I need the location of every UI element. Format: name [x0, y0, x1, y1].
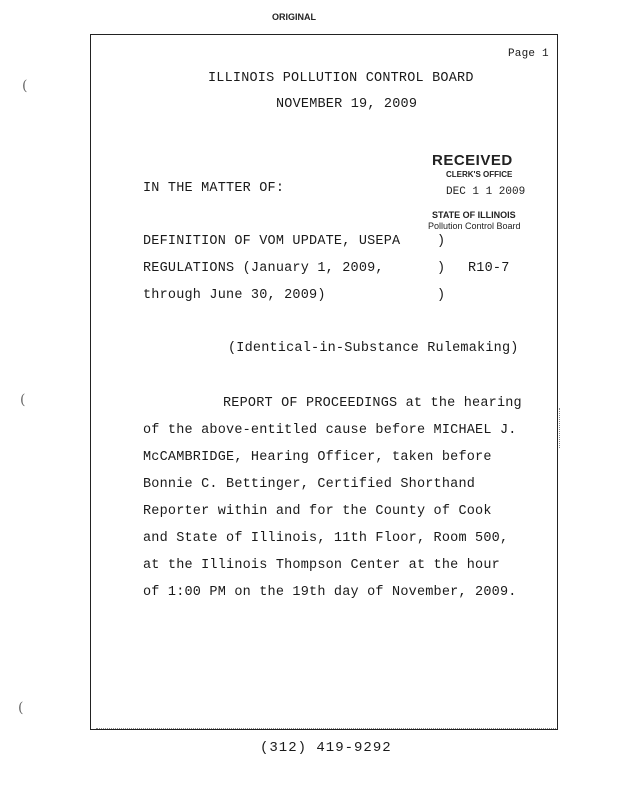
docket-number: R10-7 [468, 261, 510, 276]
body-line: at the Illinois Thompson Center at the hour [143, 558, 500, 573]
hearing-date: NOVEMBER 19, 2009 [276, 97, 418, 112]
board-title: ILLINOIS POLLUTION CONTROL BOARD [208, 71, 474, 86]
received-stamp-title: RECEIVED [432, 152, 513, 169]
original-stamp: ORIGINAL [272, 12, 316, 22]
caption-line: REGULATIONS (January 1, 2009, [143, 261, 384, 276]
body-line: of the above-entitled cause before MICHAEL J. [143, 423, 517, 438]
caption-paren: ) [437, 234, 446, 249]
in-the-matter-heading: IN THE MATTER OF: [143, 181, 285, 196]
received-stamp-board: Pollution Control Board [428, 221, 521, 231]
rulemaking-type: (Identical-in-Substance Rulemaking) [228, 341, 519, 356]
reporter-phone: (312) 419-9292 [260, 740, 392, 756]
body-line: Bonnie C. Bettinger, Certified Shorthand [143, 477, 476, 492]
punch-hole-mark: ( [22, 78, 28, 94]
caption-paren: ) [437, 288, 446, 303]
punch-hole-mark: ( [20, 392, 26, 408]
received-stamp-date: DEC 1 1 2009 [446, 186, 526, 198]
page-number: Page 1 [508, 48, 549, 60]
body-line: Reporter within and for the County of Cook [143, 504, 492, 519]
caption-paren: ) [437, 261, 446, 276]
caption-line: through June 30, 2009) [143, 288, 326, 303]
body-line: REPORT OF PROCEEDINGS at the hearing [223, 396, 522, 411]
received-stamp-state: STATE OF ILLINOIS [432, 210, 516, 220]
body-line: and State of Illinois, 11th Floor, Room 500, [143, 531, 509, 546]
page-frame [90, 34, 558, 730]
right-edge-dots [559, 408, 560, 448]
received-stamp [420, 152, 548, 238]
caption-line: DEFINITION OF VOM UPDATE, USEPA [143, 234, 401, 249]
bottom-edge-dots [96, 728, 556, 729]
punch-hole-mark: ( [18, 700, 24, 716]
body-line: of 1:00 PM on the 19th day of November, 2009. [143, 585, 517, 600]
received-stamp-office: CLERK'S OFFICE [446, 170, 513, 179]
body-line: McCAMBRIDGE, Hearing Officer, taken before [143, 450, 492, 465]
